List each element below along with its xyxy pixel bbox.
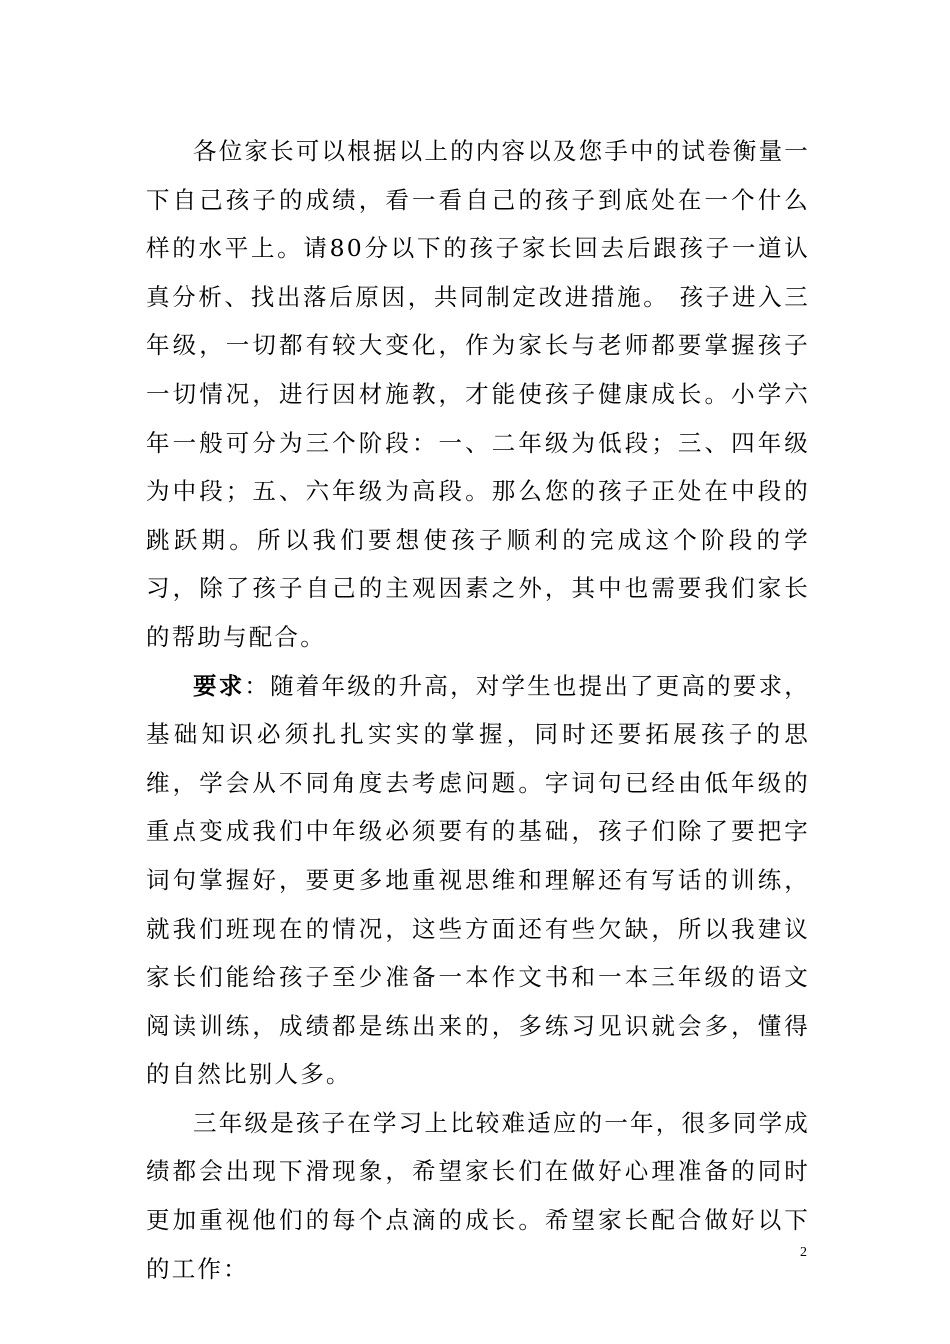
paragraph-intro — [146, 127, 810, 662]
paragraph-grade-three — [146, 1099, 810, 1293]
paragraph-requirements — [146, 662, 810, 1099]
paragraph-text: 各位家长可以根据以上的内容以及您手中的试卷衡量一下自己孩子的成绩，看一看自己的孩子到底处在一个什么样的水平上。请80分以下的孩子家长回去后跟孩子一道认真分析、找出落后原因，共同制定改进措施。 孩子进入三年级，一切都有较大变化，作为家长与老师都要掌握孩子一切情况，进行因材施教，才能使孩子健康成长。小学六年一般可分为三个阶段：一、二年级为低段；三、四年级为中段；五、六年级为高段。那么您的孩子正处在中段的跳跃期。所以我们要想使孩子顺利的完成这个阶段的学习，除了孩子自己的主观因素之外，其中也需要我们家长的帮助与配合。 — [146, 137, 810, 651]
paragraph-text: 三年级是孩子在学习上比较难适应的一年，很多同学成绩都会出现下滑现象，希望家长们在做好心理准备的同时更加重视他们的每个点滴的成长。希望家长配合做好以下的工作： — [146, 1108, 810, 1283]
page-number: 2 — [800, 1245, 807, 1260]
paragraph-text: ：随着年级的升高，对学生也提出了更高的要求，基础知识必须扎扎实实的掌握，同时还要拓展孩子的思维，学会从不同角度去考虑问题。字词句已经由低年级的重点变成我们中年级必须要有的基础，孩子们除了要把字词句掌握好，要更多地重视思维和理解还有写话的训练，就我们班现在的情况，这些方面还有些欠缺，所以我建议家长们能给孩子至少准备一本作文书和一本三年级的语文阅读训练，成绩都是练出来的，多练习见识就会多，懂得的自然比别人多。 — [146, 671, 810, 1089]
body-text — [146, 127, 810, 1293]
requirements-heading: 要求 — [193, 671, 245, 700]
